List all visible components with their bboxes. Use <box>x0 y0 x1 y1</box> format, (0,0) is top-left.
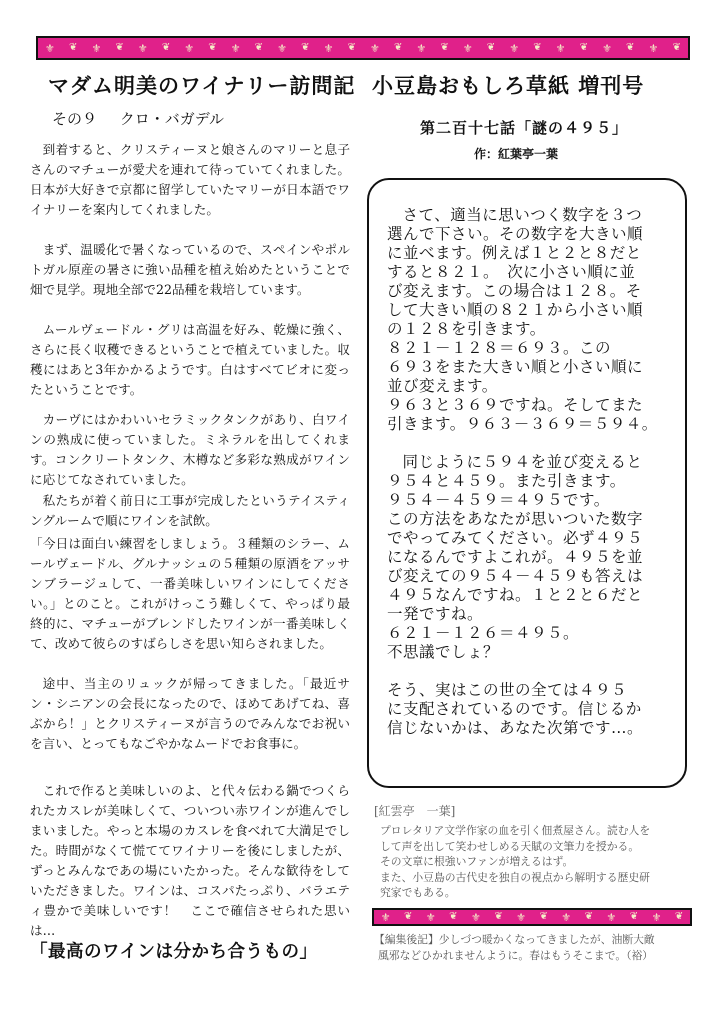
fleur-de-lis-icon: ⚜ <box>380 910 391 924</box>
riddle-line: ９６３と３６９ですね。そしてまた <box>387 396 644 414</box>
riddle-line: 並び変えます。 <box>387 377 498 395</box>
article-paragraph: 途中、当主のリュックが帰ってきました。「最近サン・シニアンの会長になったので、ほめてあげてね、喜ぶから！」とクリスティーヌが言うのでみんなでお祝いを言い、とってもなごやかなムードでお食事に。 <box>30 676 350 751</box>
fleur-de-lis-icon: ⚜ <box>555 41 566 55</box>
riddle-line: ６９３をまた大きい順と小さい順に <box>387 358 644 376</box>
fleur-de-lis-icon: ⚜ <box>651 910 662 924</box>
swirl-ornament-icon: ❦ <box>672 42 681 53</box>
article-paragraph: 到着すると、クリスティーヌと娘さんのマリーと息子さんのマチューが愛犬を連れて待っていてくれました。日本が大好きで京都に留学していたマリーが日本語でワイナリーを案内してくれました。 <box>30 142 350 217</box>
swirl-ornament-icon: ❦ <box>68 42 78 53</box>
swirl-ornament-icon: ❦ <box>486 42 496 53</box>
swirl-ornament-icon: ❦ <box>301 42 310 53</box>
riddle-line: 同じように５９４を並び変えると <box>402 453 643 471</box>
article-paragraph: 「今日は面白い練習をしましょう。３種類のシラー、ムールヴェードル、グルナッシュの５種類の原酒をアッサンブラージュして、一番美味しいワインにしてください。」とのこと。これがけっこう難しくて、やっぱり最終的に、マチューがブレンドしたワインが一番美味しくて、改めて彼らのすばらしさを思い知らされました。 <box>30 536 350 651</box>
swirl-ornament-icon: ❦ <box>539 911 548 922</box>
swirl-ornament-icon: ❦ <box>584 911 593 922</box>
riddle-line: ８２１－１２８＝６９３。この <box>387 339 612 357</box>
postscript-line: 【編集後記】少しづつ暖かくなってきましたが、油断大敵 <box>374 933 655 946</box>
riddle-line: ４９５なんですね。１と２と６だと <box>387 586 644 604</box>
article-subtitle <box>52 108 242 129</box>
author-bio-heading: [紅雲亭 一葉] <box>374 804 456 818</box>
riddle-line: ９５４と４５９。また引きます。 <box>387 472 626 490</box>
article-paragraph: カーヴにはかわいいセラミックタンクがあり、白ワインの熟成に使っていました。ミネラルを出してくれます。コンクリートタンク、木樽など多彩な熟成がワインに応じてなされていました。 <box>30 412 350 487</box>
swirl-ornament-icon: ❦ <box>254 42 264 53</box>
swirl-ornament-icon: ❦ <box>404 911 413 922</box>
fleur-de-lis-icon: ⚜ <box>369 41 380 55</box>
author-bio <box>380 823 690 901</box>
riddle-line: でやってみてください。必ず４９５ <box>387 529 644 547</box>
author-bio-line: して声を出して笑わせしめる天賦の文筆力を授かる。 <box>380 839 640 853</box>
top-ornamental-banner <box>36 36 690 60</box>
riddle-line: そう、実はこの世の全ては４９５ <box>387 681 628 699</box>
riddle-line: になるんですよこれが。４９５を並 <box>387 548 644 566</box>
article-paragraph: ムールヴェードル・グリは高温を好み、乾燥に強く、さらに長く収穫できるということで植えていました。収穫にはあと3年かかるようです。白はすべてビオに変ったということです。 <box>30 322 350 397</box>
fleur-de-lis-icon: ⚜ <box>509 41 520 55</box>
author-bio-line: その文章に根強いファンが増えるはず。 <box>380 855 574 868</box>
riddle-line: ９５４－４５９＝４９５です。 <box>387 491 610 509</box>
postscript-ornamental-banner <box>372 908 692 926</box>
riddle-line: ６２１－１２６＝４９５。 <box>387 624 580 642</box>
swirl-ornament-icon: ❦ <box>626 42 635 53</box>
riddle-line: び変えての９５４－４５９も答えは <box>387 567 644 585</box>
author-bio-line: プロレタリア文学作家の血を引く佃煮屋さん。読む人を <box>380 824 651 837</box>
riddle-line: び変えます。この場合は１２８。そ <box>387 282 642 300</box>
riddle-line: さて、適当に思いつく数字を３つ <box>402 206 643 224</box>
swirl-ornament-icon: ❦ <box>629 911 639 922</box>
riddle-line: に並べます。例えば１と２と８だと <box>387 244 642 262</box>
fleur-de-lis-icon: ⚜ <box>45 41 55 55</box>
article-episode-number: その９ <box>52 110 98 128</box>
riddle-line: すると８２１。 次に小さい順に並 <box>387 263 636 281</box>
swirl-ornament-icon: ❦ <box>449 911 458 922</box>
fleur-de-lis-icon: ⚜ <box>516 910 527 924</box>
fleur-de-lis-icon: ⚜ <box>602 41 612 55</box>
riddle-box <box>367 178 687 788</box>
article-paragraph: 私たちが着く前日に工事が完成したというテイスティングルームで順にワインを試飲。 <box>30 493 350 528</box>
story-series-title: 小豆島おもしろ草紙 増刊号 <box>372 74 645 98</box>
riddle-line: して大きい順の８２１から小さい順 <box>387 301 644 319</box>
riddle-line: 信じないかは、あなた次第です…。 <box>387 719 644 737</box>
riddle-line: この方法をあなたが思いついた数字 <box>387 510 644 528</box>
riddle-line: 一発ですね。 <box>387 605 484 623</box>
fleur-de-lis-icon: ⚜ <box>425 910 436 924</box>
article-paragraph: これで作ると美味しいのよ、と代々伝わる鍋でつくられたカスレが美味しくて、ついつい赤ワインが進んでしまいました。やっと本場のカスレを食べれて大満足でした。時間がなくて慌ててワイナリーを後にしましたが、ずっとみんなであの場にいたかった。そんな歓待をしていただきました。ワインは、コスパたっぷり、バラエティ豊かで美味しいです！ ここで確信させられた思いは… <box>30 783 350 938</box>
riddle-line: 選んで下さい。その数字を大きい順 <box>387 225 644 243</box>
riddle-spacer <box>387 434 675 453</box>
fleur-de-lis-icon: ⚜ <box>471 910 481 924</box>
fleur-de-lis-icon: ⚜ <box>606 910 617 924</box>
article-paragraph: まず、温暖化で暑くなっているので、スペインやポルトガル原産の暑さに強い品種を植え始めたということで畑で見学。現地全部で22品種を栽培しています。 <box>30 242 350 297</box>
swirl-ornament-icon: ❦ <box>579 42 589 53</box>
author-bio-line: 究家でもある。 <box>380 886 456 899</box>
fleur-de-lis-icon: ⚜ <box>137 41 148 55</box>
riddle-line: 不思議でしょ？ <box>387 643 500 661</box>
fleur-de-lis-icon: ⚜ <box>561 910 572 924</box>
swirl-ornament-icon: ❦ <box>674 911 684 922</box>
article-title: マダム明美のワイナリー訪問記 <box>48 74 356 98</box>
riddle-line: に支配されているのです。信じるか <box>387 700 642 718</box>
swirl-ornament-icon: ❦ <box>494 911 503 922</box>
riddle-line: の１２８を引きます。 <box>387 320 546 338</box>
author-bio-line: また、小豆島の古代史を独自の視点から解明する歴史研 <box>380 870 650 884</box>
fleur-de-lis-icon: ⚜ <box>91 41 102 55</box>
fleur-de-lis-icon: ⚜ <box>323 41 334 55</box>
fleur-de-lis-icon: ⚜ <box>277 41 288 55</box>
postscript-line: 風邪などひかれませんように。春はもうそこまで。（裕） <box>378 949 654 962</box>
story-episode-title: 第二百十七話「謎の４９５」 <box>420 119 629 137</box>
swirl-ornament-icon: ❦ <box>115 42 124 53</box>
fleur-de-lis-icon: ⚜ <box>648 41 659 55</box>
swirl-ornament-icon: ❦ <box>393 42 403 53</box>
article-closing-quote: 「最高のワインは分かち合うもの」 <box>30 942 318 962</box>
swirl-ornament-icon: ❦ <box>208 42 217 53</box>
article-winery-name: クロ・バガデル <box>119 110 225 128</box>
swirl-ornament-icon: ❦ <box>533 42 542 53</box>
swirl-ornament-icon: ❦ <box>440 42 449 53</box>
fleur-de-lis-icon: ⚜ <box>462 41 473 55</box>
fleur-de-lis-icon: ⚜ <box>230 41 241 55</box>
fleur-de-lis-icon: ⚜ <box>184 41 195 55</box>
swirl-ornament-icon: ❦ <box>347 42 356 53</box>
swirl-ornament-icon: ❦ <box>161 42 171 53</box>
riddle-spacer <box>387 662 675 681</box>
editor-postscript <box>374 932 690 964</box>
story-author: 作：紅葉亭一葉 <box>474 147 559 161</box>
fleur-de-lis-icon: ⚜ <box>416 41 427 55</box>
riddle-line: 引きます。９６３－３６９＝５９４。 <box>387 415 658 433</box>
